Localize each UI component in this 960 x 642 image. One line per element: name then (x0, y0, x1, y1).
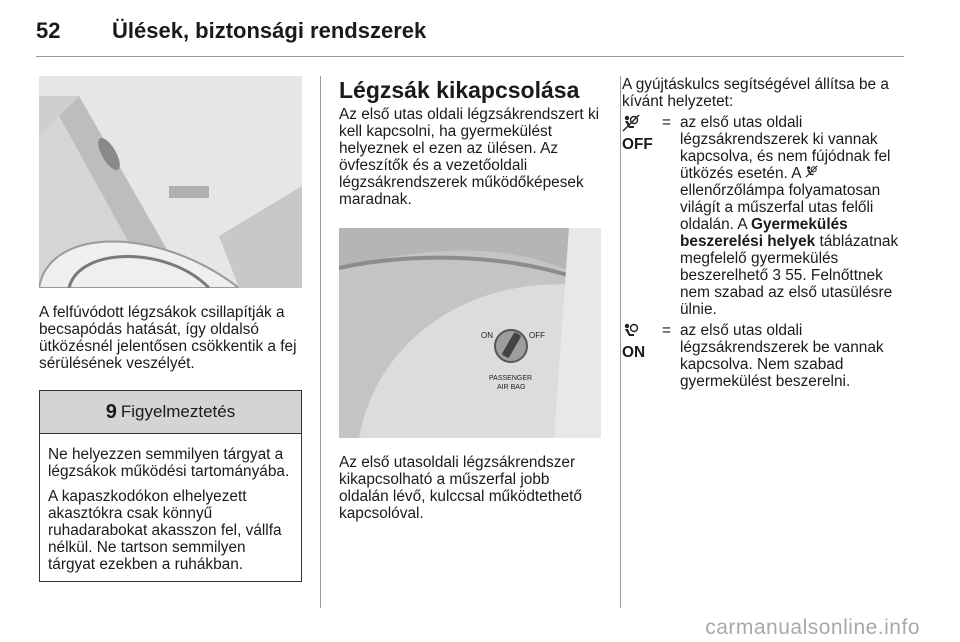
watermark: carmanualsonline.info (705, 616, 920, 639)
on-description: az első utas oldali légzsákrendszerek be vannak kapcsolva. Nem szabad gyermekülést beszerelni. (680, 322, 884, 390)
off-symbol (622, 114, 662, 153)
switch-airbag-label: AIR BAG (497, 384, 526, 391)
child-seat-table-link[interactable]: Gyermekülés beszerelési helyek (680, 216, 848, 250)
page-number: 52 (36, 18, 61, 43)
side-airbag-caption: A felfúvódott légzsákok csillapítják a becsapódás hatását, így oldalsó ütközésnél jelentősen csökkentik a fej sérülésének veszélyét. (39, 304, 297, 372)
warning-title: Figyelmeztetés (120, 402, 236, 421)
airbag-off-icon (622, 114, 662, 136)
off-text-c: táblázatnak megfelelő gyermekülés beszerelhető (680, 233, 899, 284)
header-rule (36, 56, 904, 57)
airbag-on-icon (622, 322, 662, 344)
column-left (39, 76, 302, 582)
chapter-title: Ülések, biztonsági rendszerek (112, 18, 427, 43)
off-description (680, 114, 910, 318)
airbag-switch-photo (339, 228, 601, 438)
off-equals: = (662, 114, 671, 131)
section-intro: Az első utas oldali légzsákrendszert ki kell kapcsolni, ha gyermekülést helyeznek el ezen az ülésen. Az övfeszítők és a vezetőoldali légzsákrendszerek működőképesek maradnak. (339, 106, 600, 208)
section-title: Légzsák kikapcsolása (339, 77, 580, 103)
column-right (622, 76, 912, 390)
on-row (622, 322, 912, 390)
side-airbag-photo (39, 76, 302, 288)
column-divider-2 (620, 76, 621, 608)
switch-on-label: ON (481, 331, 493, 340)
page-header (36, 18, 904, 54)
on-symbol (622, 322, 662, 361)
warning-paragraph-1: Ne helyezzen semmilyen tárgyat a légzsákok működési tartományába. (48, 446, 290, 480)
cross-reference-icon: 3 (772, 267, 781, 284)
off-text-b: ellenőrzőlámpa folyamatosan világít a műszerfal utas felőli oldalán. A (680, 182, 881, 233)
off-text-a: az első utas oldali légzsákrendszerek ki vannak kapcsolva, és nem fújódnak fel ütközés esetén. A (680, 114, 891, 182)
switch-off-label: OFF (529, 331, 545, 340)
column-divider-1 (320, 76, 321, 608)
off-row (622, 114, 912, 318)
warning-icon: 9 (105, 400, 117, 423)
switch-passenger-label: PASSENGER (489, 375, 533, 382)
settings-intro: A gyújtáskulcs segítségével állítsa be a kívánt helyzetet: (622, 76, 889, 110)
off-text-d: 55. Felnőttnek nem szabad az első utasülésre ülnie. (680, 267, 893, 318)
warning-paragraph-2: A kapaszkodókon elhelyezett akasztókra csak könnyű ruhadarabokat akasszon fel, vállfa nélkül. Ne tartson semmilyen tárgyat ezekben a ruhákban. (48, 488, 282, 573)
switch-caption: Az első utasoldali légzsákrendszer kikapcsolható a műszerfal jobb oldalán lévő, kulccsal működtethető kapcsolóval. (339, 454, 582, 522)
on-label: ON (622, 344, 646, 361)
airbag-off-lamp-icon (805, 166, 818, 181)
on-equals: = (662, 322, 671, 339)
column-middle (339, 76, 601, 522)
off-label: OFF (622, 136, 653, 153)
warning-body (40, 434, 301, 581)
warning-box (39, 390, 302, 582)
warning-header (40, 391, 301, 434)
